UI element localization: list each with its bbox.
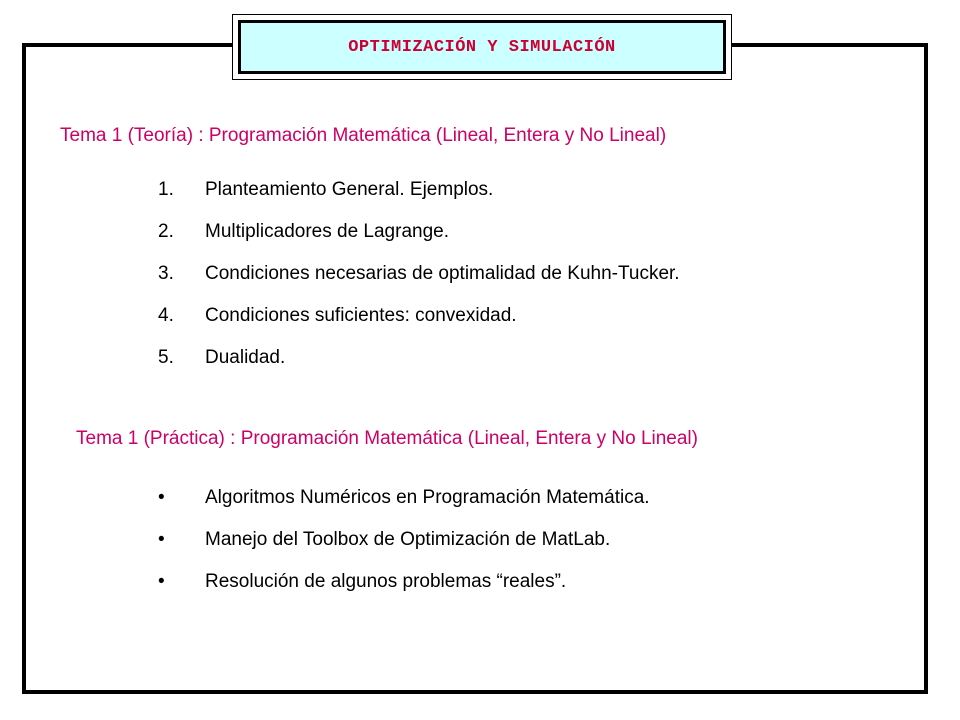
title-box (232, 14, 732, 80)
list-item-number: 3. (158, 263, 174, 284)
list-item-number: 4. (158, 305, 174, 326)
title-inner (238, 20, 726, 74)
list-item-text: Dualidad. (205, 347, 286, 368)
list-item-number: 5. (158, 347, 174, 368)
list-item-text: Planteamiento General. Ejemplos. (205, 179, 494, 200)
list-item-text: Resolución de algunos problemas “reales”. (205, 571, 567, 592)
slide-title: OPTIMIZACIÓN Y SIMULACIÓN (348, 37, 616, 57)
list-item-text: Manejo del Toolbox de Optimización de MatLab. (205, 529, 611, 550)
list-item-text: Condiciones suficientes: convexidad. (205, 305, 517, 326)
bullet-icon: • (158, 529, 165, 550)
list-item-text: Condiciones necesarias de optimalidad de Kuhn-Tucker. (205, 263, 680, 284)
list-item-text: Algoritmos Numéricos en Programación Matemática. (205, 487, 650, 508)
bullet-icon: • (158, 487, 165, 508)
list-item-number: 2. (158, 221, 174, 242)
bullet-icon: • (158, 571, 165, 592)
list-item-number: 1. (158, 179, 174, 200)
theory-heading: Tema 1 (Teoría) : Programación Matemática (Lineal, Entera y No Lineal) (60, 125, 667, 146)
list-item-text: Multiplicadores de Lagrange. (205, 221, 449, 242)
practice-heading: Tema 1 (Práctica) : Programación Matemática (Lineal, Entera y No Lineal) (76, 428, 698, 449)
